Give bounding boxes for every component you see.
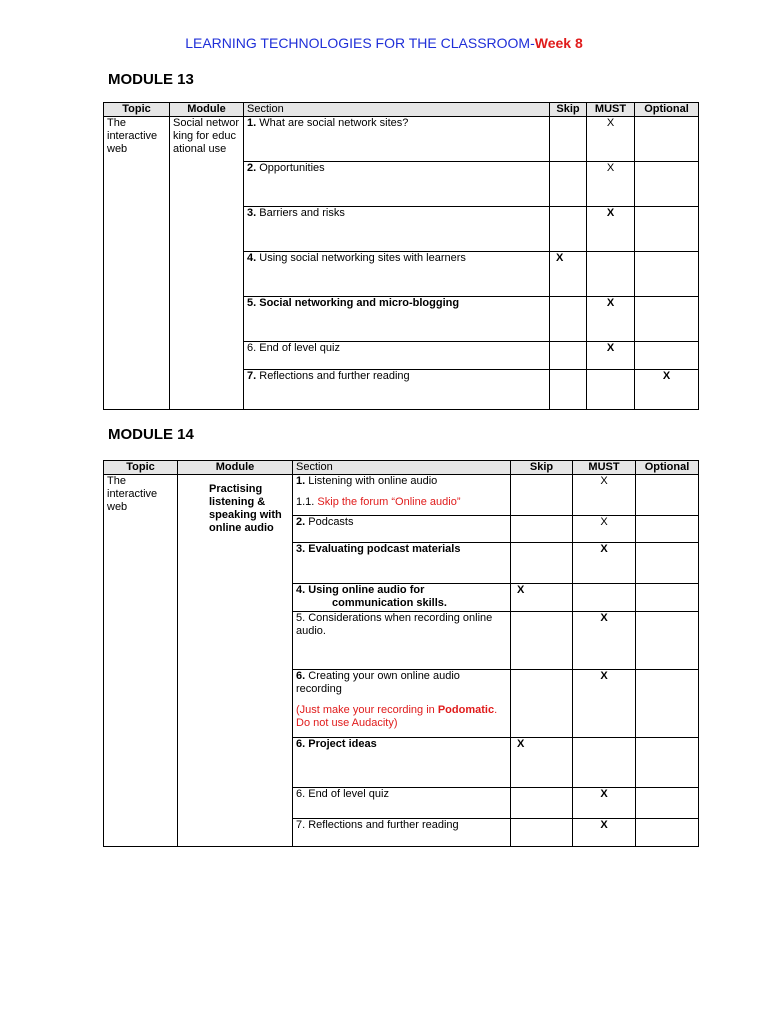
optional-mark [636, 475, 699, 516]
note-emphasis: Podomatic [437, 704, 495, 716]
section-number: 6. [296, 670, 306, 682]
skip-mark [511, 475, 573, 516]
section-cell [244, 207, 550, 252]
section-cell [293, 670, 511, 738]
header-skip: Skip [511, 461, 573, 475]
section-number: 4. [247, 252, 257, 264]
optional-mark [635, 297, 699, 342]
section-text: 6. End of level quiz [247, 342, 340, 354]
header-skip: Skip [550, 103, 587, 117]
optional-mark [636, 738, 699, 788]
page-title-main: LEARNING TECHNOLOGIES FOR THE CLASSROOM- [185, 35, 535, 51]
skip-mark [511, 543, 573, 584]
section-text: Reflections and further reading [256, 370, 410, 382]
note-text-end: . Do not use Audacity) [296, 704, 498, 729]
header-must: MUST [573, 461, 636, 475]
section-number: 3. [296, 543, 306, 555]
section-number: 7. [247, 370, 257, 382]
skip-mark: X [511, 584, 573, 612]
must-mark: X [587, 297, 635, 342]
section-cell [293, 612, 511, 670]
header-optional: Optional [636, 461, 699, 475]
skip-mark [511, 788, 573, 819]
section-text: Evaluating podcast materials [305, 543, 461, 555]
must-mark: X [587, 342, 635, 370]
module-14-table [103, 460, 699, 847]
skip-mark [511, 670, 573, 738]
module-text: Practising listening & speaking with online audio [209, 483, 282, 534]
section-text-continued: communication skills. [332, 597, 447, 609]
header-topic: Topic [104, 461, 178, 475]
optional-mark [636, 819, 699, 847]
section-cell [244, 162, 550, 207]
section-text: Barriers and risks [256, 207, 345, 219]
section-number: 1. [247, 117, 257, 129]
section-number: 2. [296, 516, 306, 528]
must-mark [573, 584, 636, 612]
skip-mark [511, 612, 573, 670]
skip-mark [550, 162, 587, 207]
header-module: Module [170, 103, 244, 117]
section-text: 5. Considerations when recording online audio. [296, 612, 493, 637]
optional-mark [636, 788, 699, 819]
optional-mark [636, 670, 699, 738]
section-cell [244, 117, 550, 162]
module-cell [178, 475, 293, 847]
section-text: Listening with online audio [305, 475, 438, 487]
table-header-row [104, 461, 699, 475]
must-mark: X [587, 207, 635, 252]
section-text: 6. End of level quiz [296, 788, 389, 800]
header-section: Section [293, 461, 511, 475]
section-text: What are social network sites? [256, 117, 409, 129]
page-title-week: Week 8 [534, 35, 583, 51]
section-cell [293, 543, 511, 584]
must-mark [573, 738, 636, 788]
table-header-row [104, 103, 699, 117]
skip-mark [511, 819, 573, 847]
page-title [0, 35, 768, 51]
section-number: 6. [296, 738, 306, 750]
module-13-heading: MODULE 13 [108, 71, 194, 88]
note-text: (Just make your recording in [296, 704, 438, 716]
optional-mark [635, 207, 699, 252]
header-optional: Optional [635, 103, 699, 117]
section-cell [293, 584, 511, 612]
skip-mark: X [550, 252, 587, 297]
section-text: 7. Reflections and further reading [296, 819, 459, 831]
must-mark: X [573, 788, 636, 819]
must-mark [587, 370, 635, 410]
section-number: 4. [296, 584, 306, 596]
section-text: Opportunities [256, 162, 325, 174]
must-mark: X [587, 162, 635, 207]
section-cell [244, 297, 550, 342]
table-row [104, 475, 699, 516]
section-cell [293, 819, 511, 847]
must-mark: X [573, 612, 636, 670]
section-cell [244, 252, 550, 297]
skip-mark [550, 297, 587, 342]
note-text: Skip the forum “Online audio” [314, 496, 461, 508]
section-text: Social networking and micro-blogging [256, 297, 460, 309]
optional-mark [635, 162, 699, 207]
skip-mark: X [511, 738, 573, 788]
skip-mark [550, 370, 587, 410]
optional-mark [636, 612, 699, 670]
module-13-table [103, 102, 699, 410]
must-mark: X [573, 543, 636, 584]
header-section: Section [244, 103, 550, 117]
optional-mark [635, 117, 699, 162]
module-cell: Social networking for educational use [170, 117, 244, 410]
section-cell [244, 370, 550, 410]
optional-mark [635, 252, 699, 297]
table-row [104, 117, 699, 162]
section-cell [293, 788, 511, 819]
must-mark: X [573, 516, 636, 543]
note-number: 1.1. [296, 496, 315, 508]
module-14-heading: MODULE 14 [108, 426, 194, 443]
section-text: Project ideas [305, 738, 377, 750]
section-cell [293, 516, 511, 543]
must-mark: X [587, 117, 635, 162]
skip-mark [550, 117, 587, 162]
section-text: Podcasts [305, 516, 354, 528]
section-number: 1. [296, 475, 306, 487]
optional-mark: X [635, 370, 699, 410]
section-number: 2. [247, 162, 257, 174]
optional-mark [636, 584, 699, 612]
section-text: Using social networking sites with learners [256, 252, 466, 264]
header-module: Module [178, 461, 293, 475]
section-text: Creating your own online audio recording [296, 670, 460, 695]
skip-mark [511, 516, 573, 543]
section-cell [244, 342, 550, 370]
section-cell [293, 475, 511, 516]
must-mark: X [573, 475, 636, 516]
must-mark [587, 252, 635, 297]
skip-mark [550, 342, 587, 370]
optional-mark [635, 342, 699, 370]
header-must: MUST [587, 103, 635, 117]
section-number: 3. [247, 207, 257, 219]
topic-cell: The interactive web [104, 117, 170, 410]
must-mark: X [573, 819, 636, 847]
optional-mark [636, 516, 699, 543]
skip-mark [550, 207, 587, 252]
section-number: 5. [247, 297, 257, 309]
header-topic: Topic [104, 103, 170, 117]
section-text: Using online audio for [305, 584, 425, 596]
must-mark: X [573, 670, 636, 738]
section-cell [293, 738, 511, 788]
optional-mark [636, 543, 699, 584]
topic-cell: The interactive web [104, 475, 178, 847]
